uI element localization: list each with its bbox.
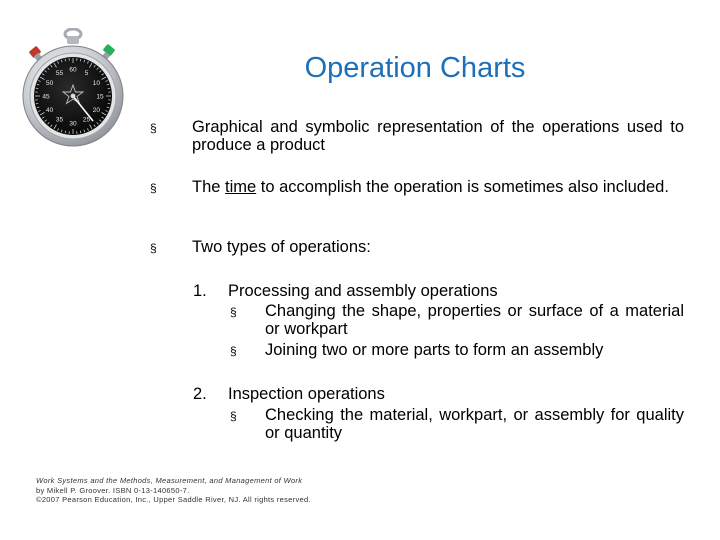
stopwatch-icon (14, 28, 132, 150)
dial-tick (80, 131, 81, 133)
dial-number: 50 (46, 79, 54, 87)
bullet-two-types: Two types of operations: (192, 238, 371, 256)
list-number: 2. (193, 385, 207, 403)
bullet-time: The time to accomplish the operation is sometimes also included. (192, 178, 669, 196)
bullet-marker: § (150, 241, 157, 255)
operation-type-inspection: Inspection operations (228, 385, 385, 403)
subitem-joining-parts: Joining two or more parts to form an assembly (265, 341, 604, 359)
dial-number: 55 (55, 69, 64, 77)
dial-number: 35 (55, 116, 64, 124)
footer-copyright: ©2007 Pearson Education, Inc., Upper Saddle River, NJ. All rights reserved. (36, 495, 311, 504)
dial-number: 5 (84, 69, 89, 77)
dial-tick (108, 88, 110, 89)
footer-book-title: Work Systems and the Methods, Measurement, and Management of Work (36, 476, 303, 485)
dial-number: 10 (92, 79, 100, 87)
crown (65, 29, 81, 44)
copyright-footer (36, 476, 366, 505)
list-number: 1. (193, 282, 207, 300)
bullet-graphical: Graphical and symbolic representation of the operations used to produce a product (192, 118, 684, 154)
dial-number: 45 (42, 93, 50, 101)
dial-number: 20 (92, 106, 100, 114)
dial-tick (65, 59, 66, 61)
subitem-changing-shape: Changing the shape, properties or surface of a material or workpart (265, 302, 684, 338)
dial-number: 40 (46, 106, 54, 114)
subitem-checking-material: Checking the material, workpart, or assembly for quality or quantity (265, 406, 684, 442)
sub-bullet-marker: § (230, 344, 237, 358)
dial-tick (36, 103, 38, 104)
dial-tick (65, 131, 66, 133)
operation-type-processing: Processing and assembly operations (228, 282, 498, 300)
dial-number: 30 (69, 120, 77, 128)
dial-number: 15 (96, 93, 104, 101)
bullet-marker: § (150, 181, 157, 195)
dial-tick (80, 59, 81, 61)
footer-author: by Mikell P. Groover. ISBN 0-13-140650-7. (36, 485, 190, 495)
sub-bullet-marker: § (230, 305, 237, 319)
dial-number: 25 (82, 116, 91, 124)
dial-number: 60 (69, 66, 77, 74)
dial-tick (108, 103, 110, 104)
dial-tick (36, 88, 38, 89)
sub-bullet-marker: § (230, 409, 237, 423)
bullet-marker: § (150, 121, 157, 135)
slide-title: Operation Charts (304, 52, 526, 84)
